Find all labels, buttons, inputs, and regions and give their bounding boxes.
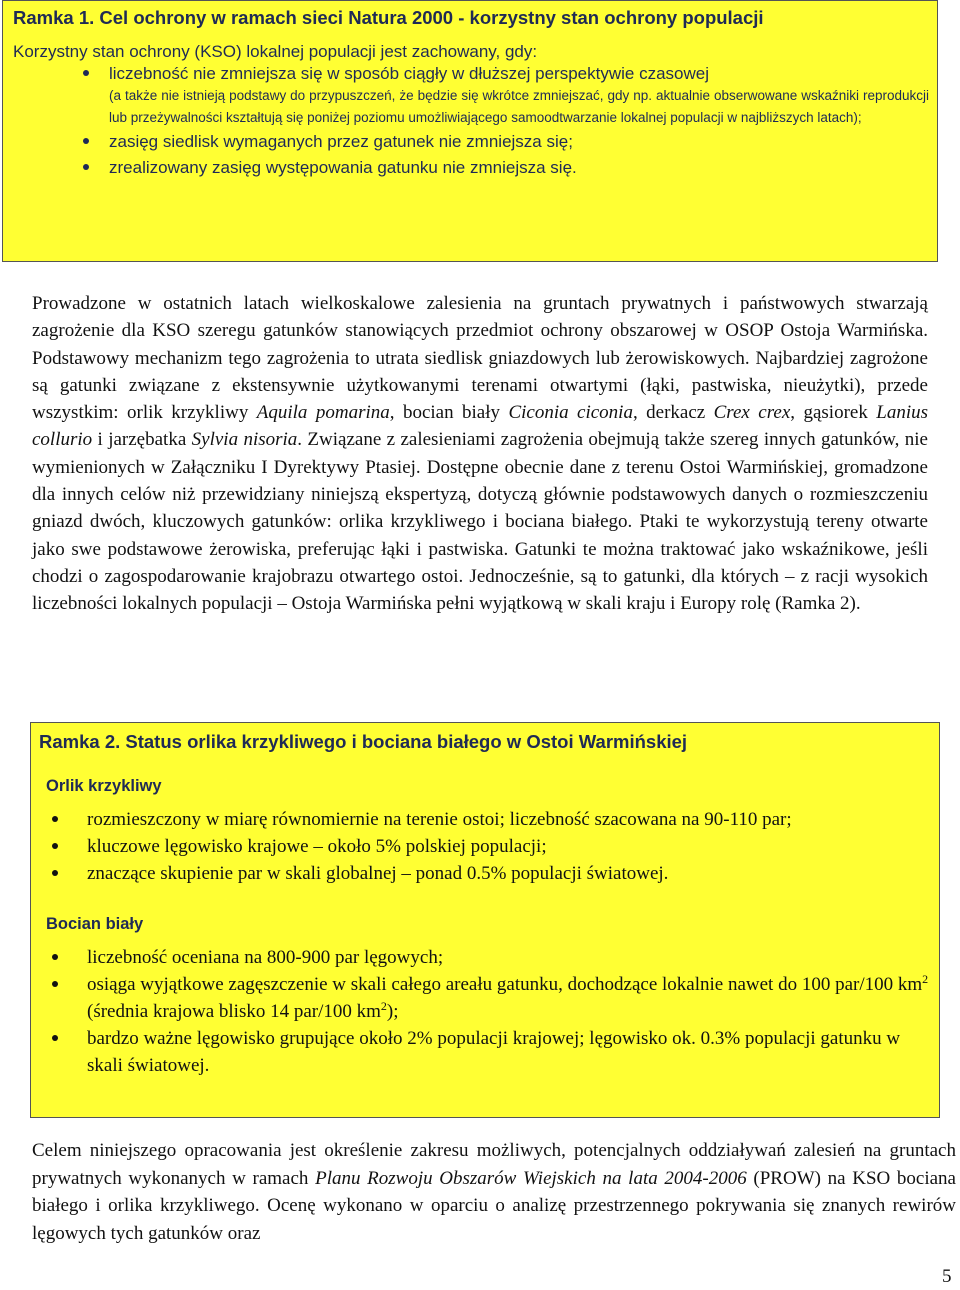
species-name: Crex crex bbox=[713, 402, 791, 424]
list-item bbox=[13, 63, 929, 85]
bullet-icon bbox=[52, 1035, 58, 1041]
box1-intro: Korzystny stan ochrony (KSO) lokalnej populacji jest zachowany, gdy: bbox=[13, 42, 538, 61]
box1-title: Ramka 1. Cel ochrony w ramach sieci Natura 2000 - korzystny stan ochrony populacji bbox=[13, 7, 764, 28]
box1-list bbox=[13, 63, 929, 85]
list-item: znaczące skupienie par w skali globalnej – ponad 0.5% populacji światowej. bbox=[39, 860, 931, 887]
list-item: kluczowe lęgowisko krajowe – około 5% polskiej populacji; bbox=[39, 833, 931, 860]
plan-title: Planu Rozwoju Obszarów Wiejskich na lata 2004-2006 bbox=[315, 1167, 747, 1189]
bullet-icon bbox=[83, 138, 89, 144]
bullet-icon bbox=[52, 981, 58, 987]
frame-box-1 bbox=[2, 0, 938, 262]
species-name: Lanius collurio bbox=[32, 402, 929, 451]
species-name: Sylvia nisoria bbox=[191, 429, 298, 451]
box1-list-2 bbox=[13, 131, 929, 179]
body-paragraph-2: Celem niniejszego opracowania jest określenie zakresu możliwych, potencjalnych oddziaływań zalesień na gruntach prywatnych wykonanych w ramach Planu Rozwoju Obszarów Wiejskich na lata 2004-2006 (PROW) na KSO bociana białego i orlika krzykliwego. Ocenę wykonano w oparciu o analizę przestrzennego pokrywania się znanych rewirów lęgowych tych gatunków oraz bbox=[32, 1140, 956, 1244]
bullet-icon bbox=[83, 164, 89, 170]
bullet-icon bbox=[52, 843, 58, 849]
page-number: 5 bbox=[942, 1266, 952, 1287]
orlik-list bbox=[39, 806, 931, 887]
box1-note: (a także nie istnieją podstawy do przypuszczeń, że będzie się wkrótce zmniejszać, gdy np. aktualnie obserwowane wskaźniki reprodukcji lub przeżywalności kształtują się poniżej poziomu umożliwiającego samoodtwarzanie lokalnej populacji w najbliższych latach); bbox=[109, 88, 929, 125]
bocian-heading: Bocian biały bbox=[46, 915, 144, 933]
box2-title: Ramka 2. Status orlika krzykliwego i bociana białego w Ostoi Warmińskiej bbox=[39, 731, 688, 752]
list-item: osiąga wyjątkowe zagęszczenie w skali całego areału gatunku, dochodzące lokalnie nawet do 100 par/100 $km^2$ (średnia krajowa blisko 14 par/100 $km^2$); bbox=[39, 971, 931, 1025]
bullet-icon bbox=[83, 70, 89, 76]
bullet-icon bbox=[52, 954, 58, 960]
list-item bbox=[13, 131, 929, 153]
orlik-heading: Orlik krzykliwy bbox=[46, 777, 162, 795]
list-item-text: zrealizowany zasięg występowania gatunku nie zmniejsza się. bbox=[109, 158, 577, 177]
frame-box-2 bbox=[30, 722, 940, 1118]
bullet-icon bbox=[52, 816, 58, 822]
bocian-list bbox=[39, 944, 931, 1079]
list-item-text: liczebność nie zmniejsza się w sposób ciągły w dłuższej perspektywie czasowej bbox=[109, 64, 709, 83]
body-paragraph-1: Prowadzone w ostatnich latach wielkoskalowe zalesienia na gruntach prywatnych i państwowych stwarzają zagrożenie dla KSO szeregu gatunków stanowiących przedmiot ochrony obszarowej w OSOP Ostoja Warmińska. Podstawowy mechanizm tego zagrożenia to utrata siedlisk gniazdowych lub żerowiskowych. Najbardziej zagrożone są gatunki związane z ekstensywnie użytkowanymi terenami otwartymi (łąki, pastwiska, nieużytki), przede wszystkim: orlik krzykliwy Aquila pomarina, bocian biały Ciconia ciconia, derkacz Crex crex, gąsiorek Lanius collurio i jarzębatka Sylvia nisoria. Związane z zalesieniami zagrożenia obejmują także szereg innych gatunków, nie wymienionych w Załączniku I Dyrektywy Ptasiej. Dostępne obecnie dane z terenu Ostoi Warmińskiej, gromadzone dla innych celów niż przewidziany niniejszą ekspertyzą, dotyczą głównie podstawowych danych o rozmieszczeniu gniazd dwóch, kluczowych gatunków: orlika krzykliwego i bociana białego. Ptaki te wykorzystują tereny otwarte jako swe podstawowe żerowiska, preferując łąki i pastwiska. Gatunki te można traktować jako wskaźnikowe, jeśli chodzi o zagospodarowanie krajobrazu otwartego ostoi. Jednocześnie, są to gatunki, dla których – z racji wysokich liczebności lokalnych populacji – Ostoja Warmińska pełni wyjątkową w skali kraju i Europy rolę (Ramka 2). bbox=[32, 293, 929, 615]
list-item: liczebność oceniana na 800-900 par lęgowych; bbox=[39, 944, 931, 971]
list-item-text: zasięg siedlisk wymaganych przez gatunek nie zmniejsza się; bbox=[109, 132, 573, 151]
list-item: bardzo ważne lęgowisko grupujące około 2% populacji krajowej; lęgowisko ok. 0.3% populacji gatunku w skali światowej. bbox=[39, 1025, 931, 1079]
species-name: Aquila pomarina bbox=[256, 402, 390, 424]
list-item: rozmieszczony w miarę równomiernie na terenie ostoi; liczebność szacowana na 90-110 par; bbox=[39, 806, 931, 833]
bullet-icon bbox=[52, 870, 58, 876]
species-name: Ciconia ciconia bbox=[508, 402, 633, 424]
list-item bbox=[13, 157, 929, 179]
